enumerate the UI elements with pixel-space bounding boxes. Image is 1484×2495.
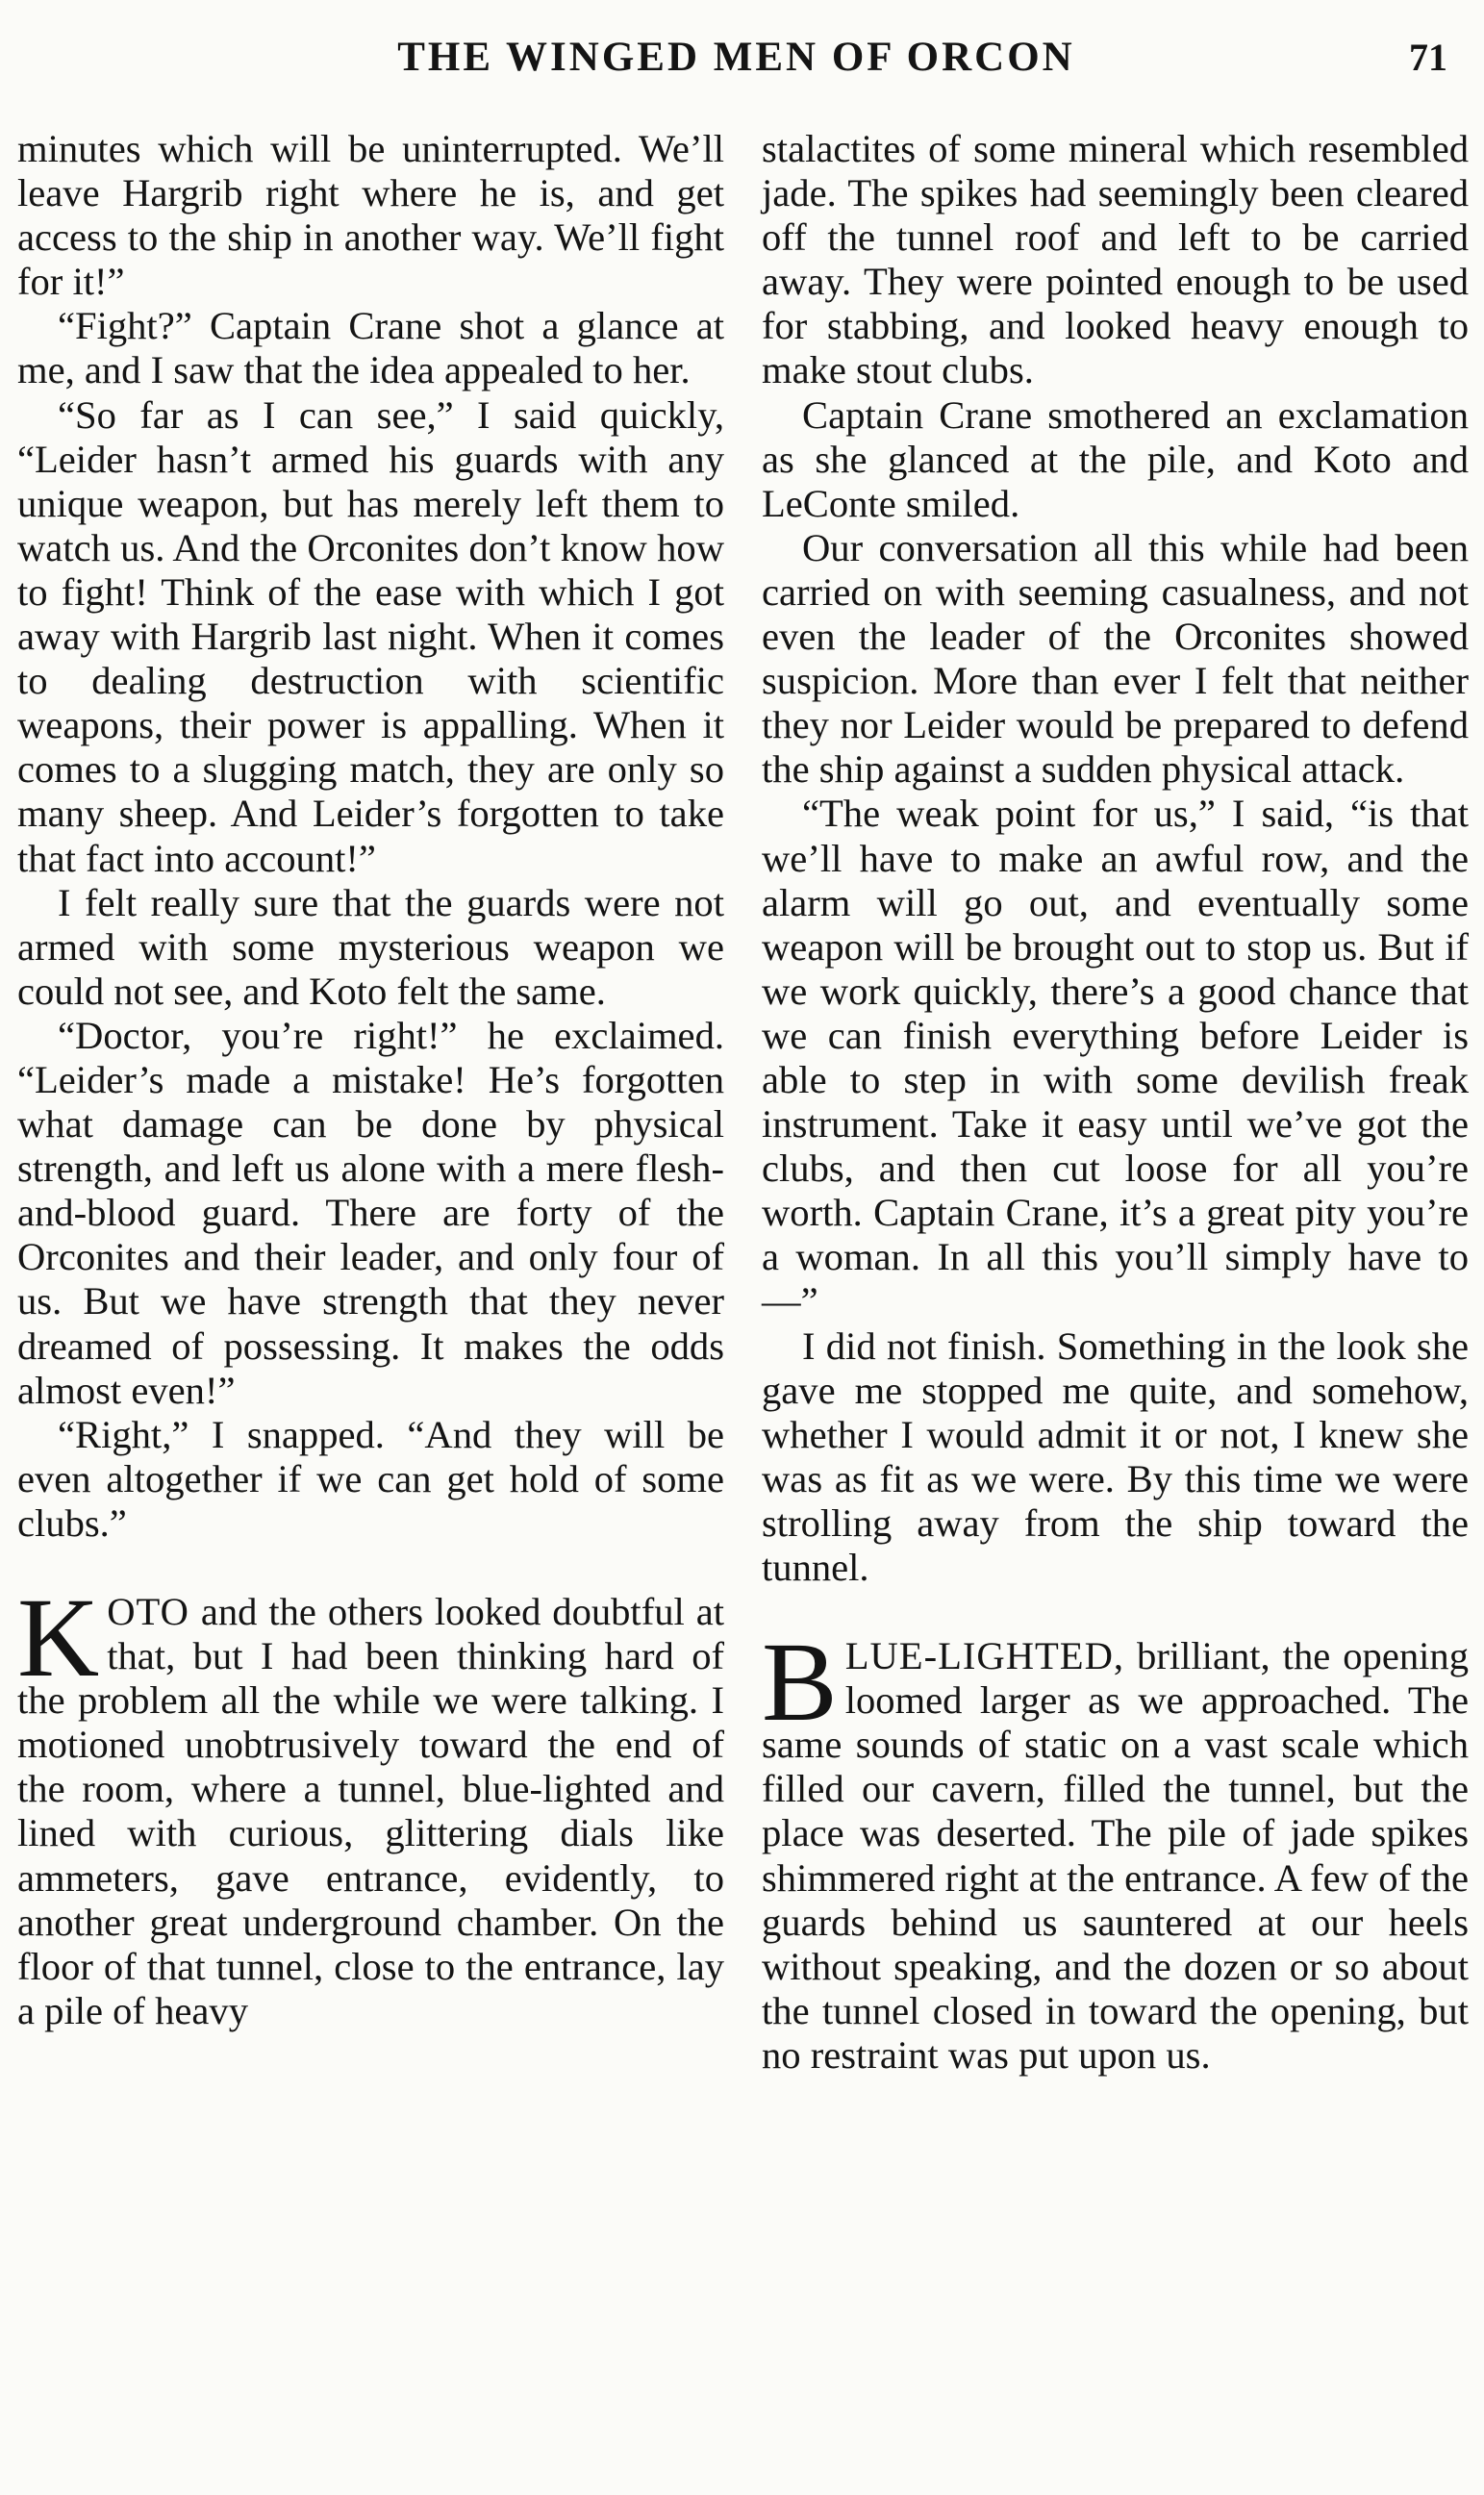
paragraph: “Doctor, you’re right!” he exclaimed. “Leider’s made a mistake! He’s forgotten what damage can be done by physical strength, and left us alone with a mere flesh-and-blood guard. There are forty of the Orconites and their leader, and only four of us. But we have strength that they never dreamed of possessing. It makes the odds almost even!” xyxy=(17,1013,724,1412)
paragraph: stalactites of some mineral which resembled jade. The spikes had seemingly been cleared off the tunnel roof and left to be carried away. They were pointed enough to be used for stabbing, and looked heavy enough to make stout clubs. xyxy=(762,127,1469,392)
section-start-paragraph xyxy=(17,1575,724,2033)
paragraph: Captain Crane smothered an exclamation as she glanced at the pile, and Koto and LeConte smiled. xyxy=(762,392,1469,525)
page-number: 71 xyxy=(1409,36,1447,79)
paragraph-text: brilliant, the opening loomed larger as we approached. The same sounds of static on a vast scale which filled our cavern, filled the tunnel, but the place was deserted. The pile of jade spikes shimmered right at the entrance. A few of the guards behind us sauntered at our heels without speaking, and the dozen or so about the tunnel closed in toward the opening, but no restraint was put upon us. xyxy=(762,1634,1469,2077)
drop-cap: B xyxy=(762,1619,838,1746)
right-column xyxy=(762,127,1469,2078)
paragraph: “Right,” I snapped. “And they will be even altogether if we can get hold of some clubs.” xyxy=(17,1412,724,1545)
paragraph: I felt really sure that the guards were not armed with some mysterious weapon we could not see, and Koto felt the same. xyxy=(17,880,724,1013)
paragraph: Our conversation all this while had been carried on with seeming casualness, and not even the leader of the Orconites showed suspicion. More than ever I felt that neither they nor Leider would be prepared to defend the ship against a sudden physical attack. xyxy=(762,525,1469,792)
paragraph: minutes which will be uninterrupted. We’ll leave Hargrib right where he is, and get access to the ship in another way. We’ll fight for it!” xyxy=(17,127,724,304)
running-title: THE WINGED MEN OF ORCON xyxy=(397,35,1075,80)
section-start-paragraph xyxy=(762,1619,1469,2078)
paragraph: “The weak point for us,” I said, “is that we’ll have to make an awful row, and the alarm will go out, and eventually some weapon will be brought out to stop us. But if we work quickly, there’s a good chance that we can finish everything before Leider is able to step in with some devilish freak instrument. Take it easy until we’ve got the clubs, and then cut loose for all you’re worth. Captain Crane, it’s a great pity you’re a woman. In all this you’ll simply have to—” xyxy=(762,792,1469,1323)
drop-cap: K xyxy=(17,1575,100,1701)
page-header xyxy=(17,29,1455,87)
small-caps-lead: LUE-LIGHTED, xyxy=(844,1634,1125,1678)
paragraph: “Fight?” Captain Crane shot a glance at me, and I saw that the idea appealed to her. xyxy=(17,304,724,392)
left-column xyxy=(17,127,724,2033)
paragraph-text: and the others looked doubtful at that, but I had been thinking hard of the problem all the while we were talking. I motioned unobtrusively toward the end of the room, where a tunnel, blue-lighted and lined with curious, glittering dials like ammeters, gave entrance, evidently, to another great underground chamber. On the floor of that tunnel, close to the entrance, lay a pile of heavy xyxy=(17,1590,724,2032)
small-caps-lead: OTO xyxy=(107,1590,189,1633)
paragraph: “So far as I can see,” I said quickly, “Leider hasn’t armed his guards with any unique weapon, but has merely left them to watch us. And the Orconites don’t know how to fight! Think of the ease with which I got away with Hargrib last night. When it comes to dealing destruction with scientific weapons, their power is appalling. When it comes to a slugging match, they are only so many sheep. And Leider’s forgotten to take that fact into account!” xyxy=(17,392,724,880)
paragraph: I did not finish. Something in the look she gave me stopped me quite, and somehow, whether I would admit it or not, I knew she was as fit as we were. By this time we were strolling away from the ship toward the tunnel. xyxy=(762,1323,1469,1589)
